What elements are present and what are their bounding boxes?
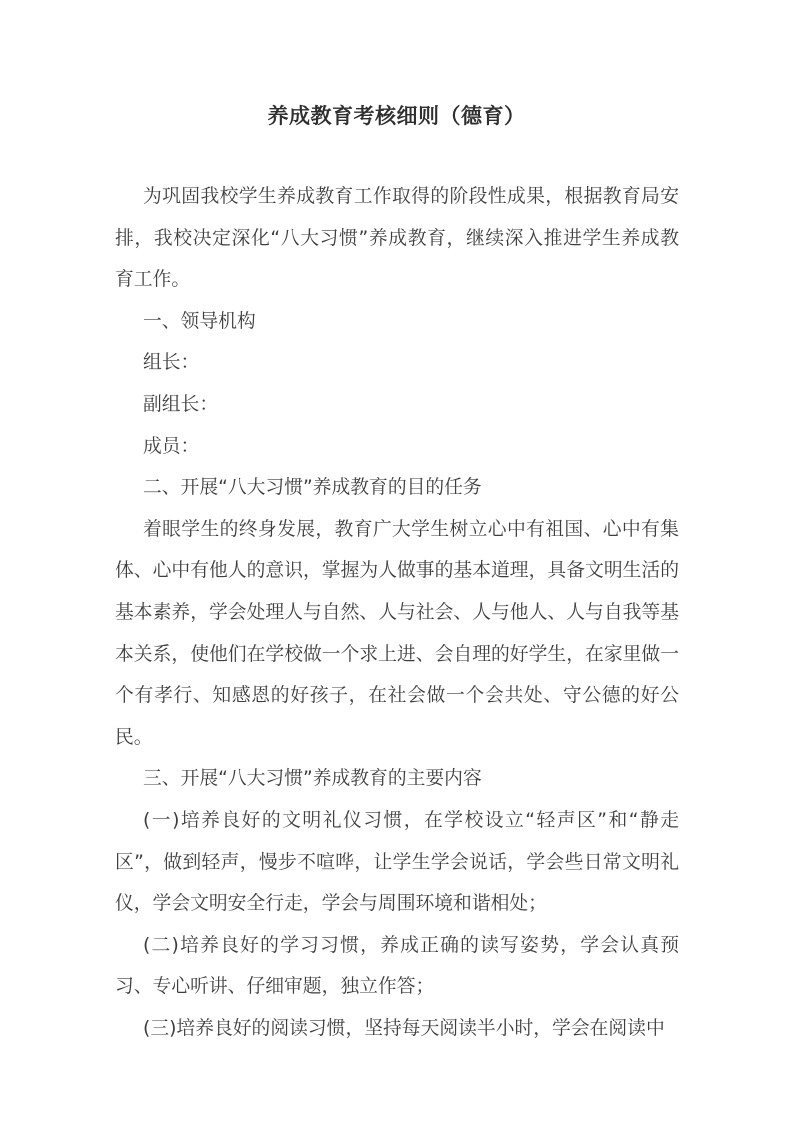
deputy-group-leader-line: 副组长： <box>143 393 219 415</box>
item-1-paragraph: (一)培养良好的文明礼仪习惯，在学校设立“轻声区”和“静走区”，做到轻声，慢步不喧哗，让学生学会说话，学会些日常文明礼仪，学会文明安全行走，学会与周围环境和谐相处； <box>115 809 679 915</box>
document-title: 养成教育考核细则（德育） <box>267 104 526 128</box>
group-leader-line: 组长： <box>143 352 200 374</box>
section-3-heading: 三、开展“八大习惯”养成教育的主要内容 <box>143 768 482 790</box>
item-3-paragraph: (三)培养良好的阅读习惯，坚持每天阅读半小时，学会在阅读中 <box>143 1017 665 1039</box>
section-2-paragraph: 着眼学生的终身发展，教育广大学生树立心中有祖国、心中有集体、心中有他人的意识，掌握为人做事的基本道理，具备文明生活的基本素养，学会处理人与自然、人与社会、人与他人、人与自我等基本关系，使他们在学校做一个求上进、会自理的好学生，在家里做一个有孝行、知感恩的好孩子，在社会做一个会共处、守公德的好公民。 <box>115 518 679 748</box>
section-2-heading: 二、开展“八大习惯”养成教育的目的任务 <box>143 477 482 499</box>
document-body <box>115 176 679 1049</box>
intro-paragraph: 为巩固我校学生养成教育工作取得的阶段性成果，根据教育局安排，我校决定深化“八大习惯”养成教育，继续深入推进学生养成教育工作。 <box>115 186 679 291</box>
item-2-paragraph: (二)培养良好的学习习惯，养成正确的读写姿势，学会认真预习、专心听讲、仔细审题，独立作答； <box>115 934 679 998</box>
members-line: 成员： <box>143 435 200 457</box>
section-1-heading: 一、领导机构 <box>143 310 256 332</box>
